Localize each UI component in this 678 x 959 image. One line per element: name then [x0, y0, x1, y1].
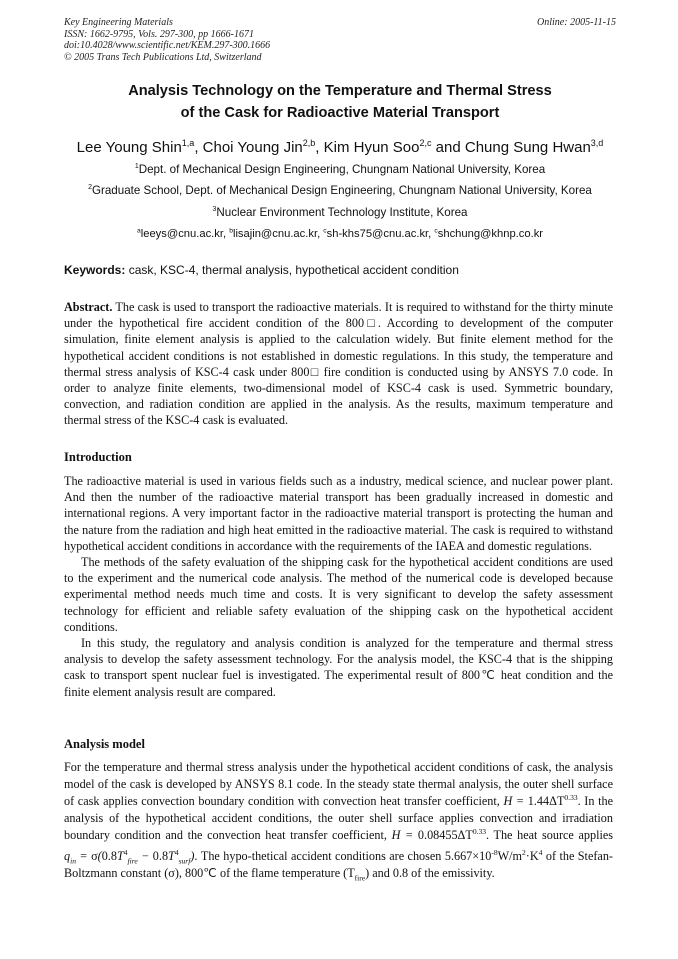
equation-heat-source: $q_{in} = \sigma(0.8T^4_{fire} - 0.8T^4_{surf})$ [64, 848, 195, 866]
title-line-1: Analysis Technology on the Temperature and Thermal Stress [128, 83, 552, 99]
author-affil-sup: 3,d [590, 138, 604, 148]
keywords-text: cask, KSC-4, thermal analysis, hypothetical accident condition [128, 263, 459, 277]
abstract [64, 299, 613, 429]
abstract-text: The cask is used to transport the radioactive materials. It is required to withstand for the thirty minute under the hypothetical fire accident condition of the 800□. According to development of the computer simulation, finite element analysis is applied to the calculation widely. But finite element method for the hypothetical accident conditions is not established in domestic regulations. In this study, the temperature and thermal stress analysis of KSC-4 cask under 800□ fire condition is conducted using by ANSYS 7.0 code. In order to analyze finite elements, two-dimensional model of KSC-4 cask is used. Symmetric boundary, convection, and radiation condition are applied in the analysis. As the results, maximum temperature and thermal stress of the KSC-4 cask is evaluated. [64, 300, 613, 428]
author-affil-sup: 2,b [302, 138, 316, 148]
copyright-line: © 2005 Trans Tech Publications Ltd, Switzerland [64, 51, 262, 63]
author-name: Lee Young Shin [76, 139, 182, 156]
abstract-label: Abstract. [64, 300, 113, 314]
introduction-heading: Introduction [64, 450, 132, 464]
issn-line: ISSN: 1662-9795, Vols. 297-300, pp 1666-1671 [64, 28, 254, 40]
paper-title [60, 80, 620, 124]
email-link[interactable]: sh-khs75@cnu.ac.kr [326, 228, 429, 240]
author-name: Chung Sung Hwan [464, 139, 591, 156]
paragraph: For the temperature and thermal stress analysis under the hypothetical accident conditions of cask, the analysis model of the cask is developed by ANSYS 8.1 code. In the steady state thermal analysis, the outer shell surface of cask applies convection boundary condition with convection heat transfer coefficient, $H = 1.44\Delta T^{0.33}$. In the analysis of the hypothetical accident conditions, the outer shell surface applies convection and irradiation boundary condition and the convection heat transfer coefficient, $H = 0.08455\Delta T^{0.33}$. The heat source applies $q_{in} = \sigma(0.8T^4_{fire} - 0.8T^4_{surf})$. The hypo-thetical accident conditions are chosen $5.667\times 10^{-8}W/m^2\cdot K^4$ of the Stefan-Boltzmann constant (σ), 800℃ of the flame temperature $(T_{fire})$ and 0.8 of the emissivity. [64, 760, 614, 883]
author-name: Kim Hyun Soo [323, 139, 420, 156]
email-link[interactable]: shchung@khnp.co.kr [437, 228, 544, 240]
affiliation-3: $^3$Nuclear Environment Technology Institute, Korea [212, 206, 468, 219]
analysis-model-body [64, 759, 613, 887]
online-date: Online: 2005-11-15 [537, 17, 616, 28]
email-link[interactable]: lisajin@cnu.ac.kr [232, 228, 318, 240]
equation-h1: $H = 1.44\Delta T^{0.33}$ [503, 792, 578, 808]
paragraph: The radioactive material is used in various fields such as a industry, medical science, and nuclear power plant. And then the number of the radioactive material transport has been gradually increased in domestic and international regions. A very important factor in the radioactive material transport is protecting the human and the nature from the radiation and high heat emitted in the radioactive material. The cask is required to withstand hypothetical accident conditions in accordance with the requirements of the IAEA and domestic regulations. [64, 474, 613, 553]
email-list: $^a$leeys@cnu.ac.kr, $^b$lisajin@cnu.ac.kr, $^c$sh-khs75@cnu.ac.kr, $^c$shchung@khnp.co.kr [136, 227, 544, 240]
author-name: Choi Young Jin [202, 139, 303, 156]
journal-name: Key Engineering Materials [64, 17, 173, 28]
introduction-body [64, 473, 613, 700]
paragraph: The methods of the safety evaluation of the shipping cask for the hypothetical accident conditions are used to the experiment and the numerical code analysis. The method of the numerical code is developed because experimental method needs much time and costs. It is very significant to develop the safety assessment technology for efficient and reliable safety evaluation of the shipping cask on the hypothetical accident conditions. [64, 555, 613, 634]
author-list: Lee Young Shin$^{1,a}$, Choi Young Jin$^{2,b}$, Kim Hyun Soo$^{2,c}$ and Chung Sung Hwan$^{3,d}$ [76, 138, 604, 156]
affiliation-2: $^2$Graduate School, Dept. of Mechanical Design Engineering, Chungnam National University, Korea [88, 184, 592, 197]
doi-line[interactable]: doi:10.4028/www.scientific.net/KEM.297-300.1666 [64, 40, 271, 51]
equation-h2: $H = 0.08455\Delta T^{0.33}$ [391, 826, 487, 842]
affiliation-1: $^1$Dept. of Mechanical Design Engineering, Chungnam National University, Korea [134, 163, 546, 176]
stefan-boltzmann-constant: $5.667\times 10^{-8}W/m^2\cdot K^4$ [444, 848, 543, 864]
email-link[interactable]: leeys@cnu.ac.kr [140, 228, 223, 240]
paragraph: In this study, the regulatory and analysis condition is analyzed for the temperature and thermal stress analysis to develop the safety assessment technology. For the analysis model, the KSC-4 that is the shipping cask to transport spent nuclear fuel is investigated. The experimental result of 800℃ heat condition and the finite element analysis result are compared. [64, 636, 613, 699]
author-affil-sup: 1,a [181, 138, 195, 148]
journal-header [64, 17, 270, 63]
author-affil-sup: 2,c [419, 138, 432, 148]
keywords-label: Keywords: [64, 263, 126, 277]
title-line-2: of the Cask for Radioactive Material Transport [180, 105, 500, 121]
analysis-model-heading: Analysis model [64, 737, 145, 751]
keywords [64, 263, 459, 277]
